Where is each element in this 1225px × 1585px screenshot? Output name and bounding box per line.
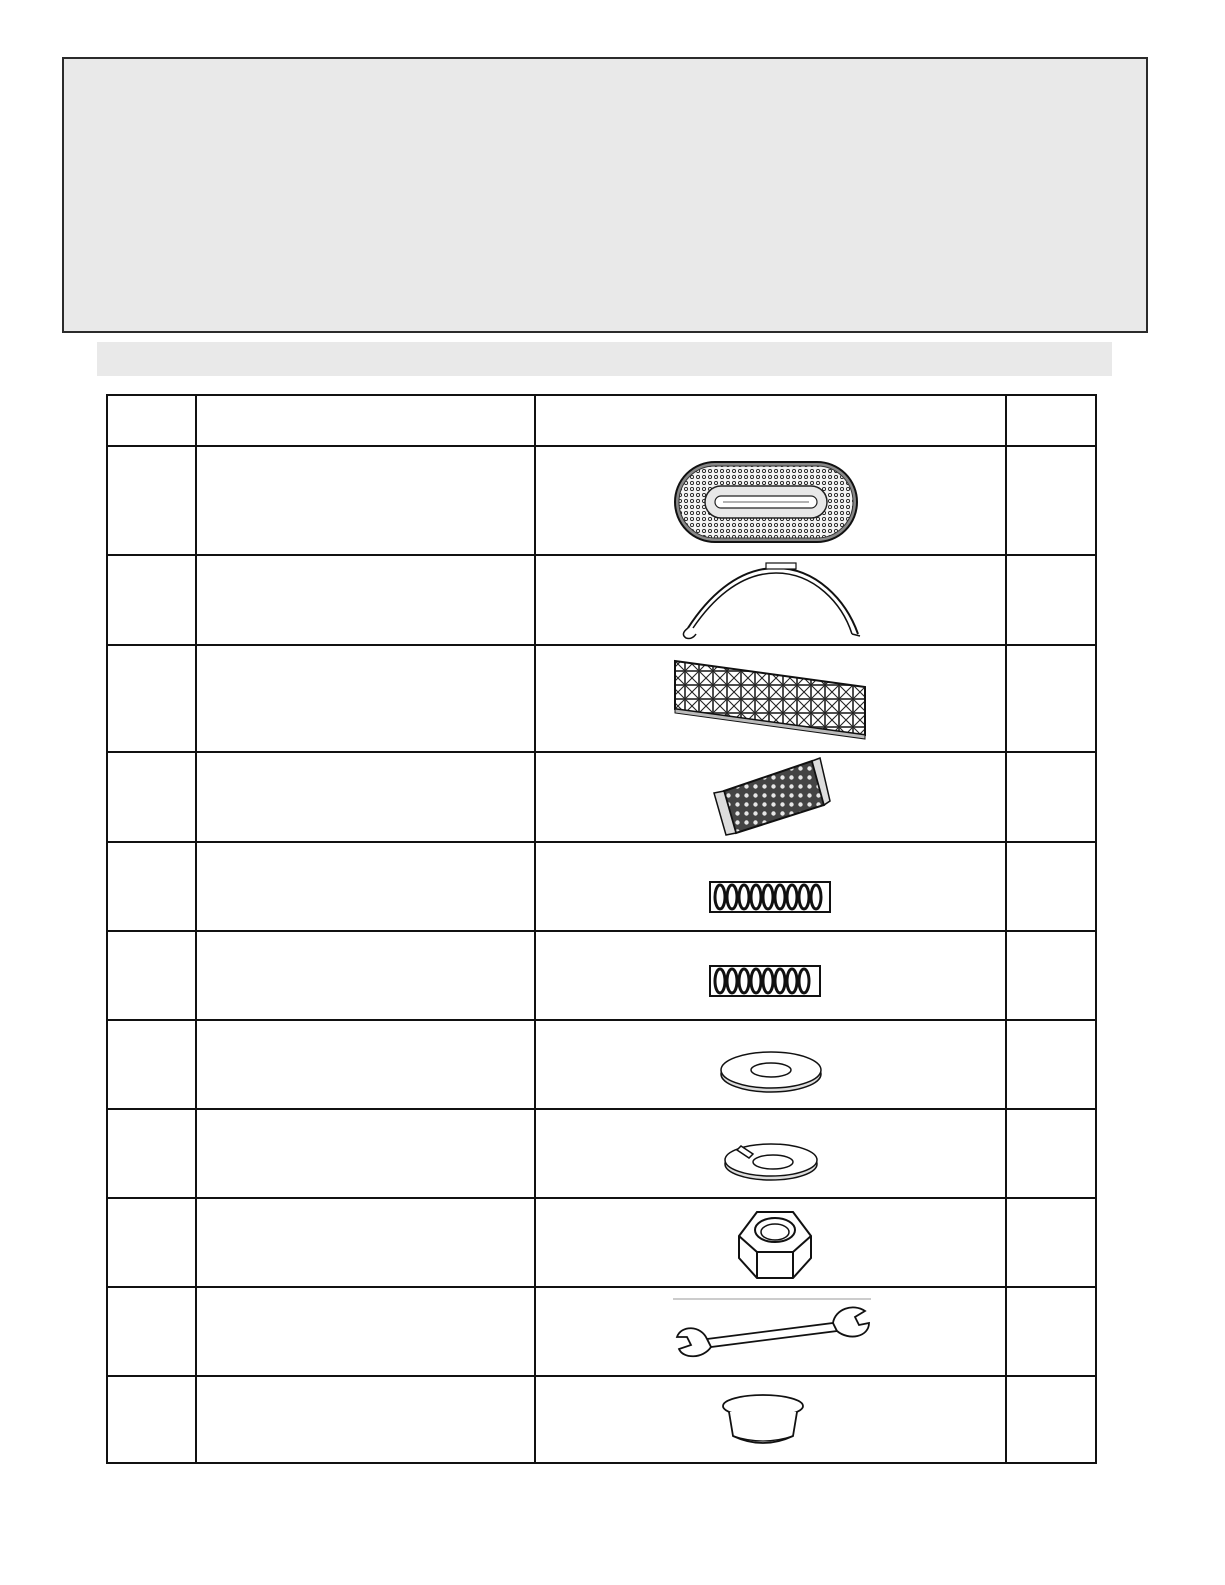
table-row: [107, 931, 1096, 1020]
description-cell: [196, 555, 535, 645]
header-picture: [535, 395, 1006, 446]
picture-cell: [535, 555, 1006, 645]
qty-cell: [1006, 1376, 1096, 1463]
part-no-cell: [107, 1109, 196, 1198]
description-cell: [196, 842, 535, 931]
table-row: [107, 1287, 1096, 1376]
qty-cell: [1006, 1287, 1096, 1376]
part-no-cell: [107, 645, 196, 752]
qty-cell: [1006, 1020, 1096, 1109]
table-row: [107, 1198, 1096, 1287]
description-cell: [196, 752, 535, 842]
part-no-cell: [107, 555, 196, 645]
part-no-cell: [107, 931, 196, 1020]
part-no-cell: [107, 1198, 196, 1287]
short-bolt-icon: [708, 962, 824, 1002]
part-no-cell: [107, 1287, 196, 1376]
part-no-cell: [107, 752, 196, 842]
table-row: [107, 1109, 1096, 1198]
qty-cell: [1006, 1198, 1096, 1287]
table-row: [107, 446, 1096, 555]
spring-washer-icon: [719, 1134, 823, 1184]
description-cell: [196, 645, 535, 752]
picture-cell: [535, 931, 1006, 1020]
table-row: [107, 1020, 1096, 1109]
picture-cell: [535, 842, 1006, 931]
table-row: [107, 555, 1096, 645]
description-cell: [196, 1376, 535, 1463]
description-cell: [196, 446, 535, 555]
header-description: [196, 395, 535, 446]
header-qty: [1006, 395, 1096, 446]
flat-lattice-panel-icon: [671, 657, 871, 747]
part-no-cell: [107, 1020, 196, 1109]
parts-table: [106, 394, 1097, 1464]
picture-cell: [535, 1287, 1006, 1376]
table-row: [107, 752, 1096, 842]
table-row: [107, 1376, 1096, 1463]
qty-cell: [1006, 842, 1096, 931]
description-cell: [196, 1287, 535, 1376]
description-cell: [196, 1020, 535, 1109]
picture-cell: [535, 645, 1006, 752]
wrench-icon: [673, 1297, 873, 1367]
picture-cell: [535, 752, 1006, 842]
description-cell: [196, 1198, 535, 1287]
angled-grate-panel-icon: [706, 755, 836, 837]
table-row: [107, 842, 1096, 931]
qty-cell: [1006, 1109, 1096, 1198]
part-no-cell: [107, 446, 196, 555]
picture-cell: [535, 1020, 1006, 1109]
qty-cell: [1006, 645, 1096, 752]
description-cell: [196, 1109, 535, 1198]
picture-cell: [535, 1376, 1006, 1463]
qty-cell: [1006, 555, 1096, 645]
part-no-cell: [107, 842, 196, 931]
long-bolt-icon: [708, 878, 834, 918]
notice-box: [62, 57, 1148, 333]
table-row: [107, 645, 1096, 752]
qty-cell: [1006, 931, 1096, 1020]
qty-cell: [1006, 752, 1096, 842]
table-header-row: [107, 395, 1096, 446]
picture-cell: [535, 1198, 1006, 1287]
part-no-cell: [107, 1376, 196, 1463]
picture-cell: [535, 1109, 1006, 1198]
hex-nut-icon: [731, 1206, 815, 1280]
qty-cell: [1006, 446, 1096, 555]
section-title-bar: [97, 342, 1112, 376]
curved-gas-tube-icon: [676, 560, 866, 640]
description-cell: [196, 931, 535, 1020]
oval-burner-grate-icon: [671, 456, 861, 548]
header-part-no: [107, 395, 196, 446]
picture-cell: [535, 446, 1006, 555]
round-cap-icon: [719, 1390, 807, 1452]
flat-washer-icon: [717, 1046, 825, 1096]
